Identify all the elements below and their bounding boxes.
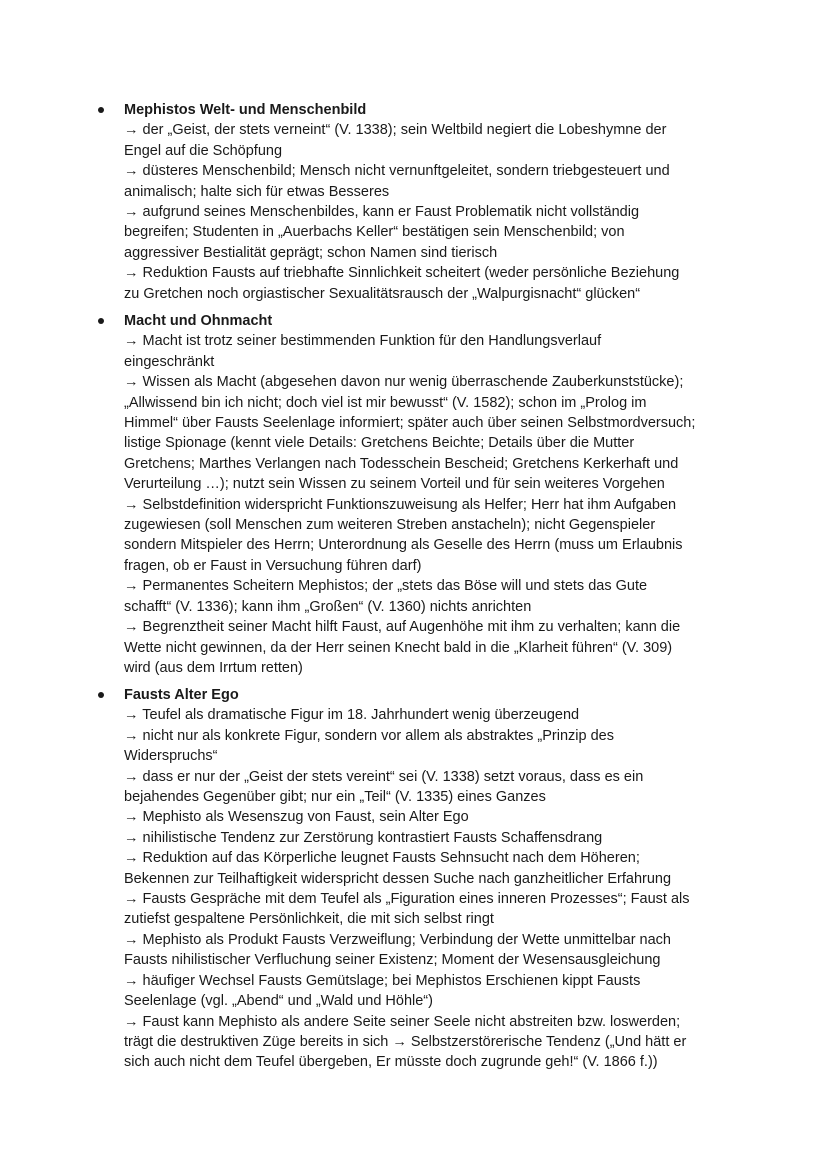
text-line: → nicht nur als konkrete Figur, sondern vor allem als abstraktes „Prinzip des xyxy=(124,727,614,744)
text-line: animalisch; halte sich für etwas Besseres xyxy=(124,183,390,200)
text-line: → Faust kann Mephisto als andere Seite seiner Seele nicht abstreiten bzw. loswerden; xyxy=(124,1013,681,1030)
text-line: Wette nicht gewinnen, da der Herr seinen Knecht bald in die „Klarheit führen“ (V. 309) xyxy=(124,639,673,656)
text-line: → Wissen als Macht (abgesehen davon nur wenig überraschende Zauberkunststücke); xyxy=(124,374,684,391)
section-macht-und-ohnmacht xyxy=(98,311,738,678)
bullet-icon xyxy=(98,692,104,698)
section-heading: Mephistos Welt- und Menschenbild xyxy=(124,102,367,118)
text-line: → nihilistische Tendenz zur Zerstörung kontrastiert Fausts Schaffensdrang xyxy=(124,829,603,846)
text-line: → Mephisto als Produkt Fausts Verzweiflung; Verbindung der Wette unmittelbar nach xyxy=(124,931,671,948)
text-line: → Macht ist trotz seiner bestimmenden Funktion für den Handlungsverlauf xyxy=(124,333,602,350)
text-line: „Allwissend bin ich nicht; doch viel ist mir bewusst“ (V. 1582); schon im „Prolog im xyxy=(124,394,647,411)
text-line: Gretchens; Marthes Verlangen nach Todesschein Bescheid; Gretchens Kerkerhaft und xyxy=(124,455,679,472)
text-line: → Selbstdefinition widerspricht Funktionszuweisung als Helfer; Herr hat ihm Aufgaben xyxy=(124,496,677,513)
text-line: sondern Mitspieler des Herrn; Unterordnung als Geselle des Herrn (muss um Erlaubnis xyxy=(124,537,683,554)
text-line: → düsteres Menschenbild; Mensch nicht vernunftgeleitet, sondern triebgesteuert und xyxy=(124,163,670,180)
section-heading: Macht und Ohnmacht xyxy=(124,313,273,329)
section-fausts-alter-ego xyxy=(98,685,738,1073)
text-line: fragen, ob er Faust in Versuchung führen darf) xyxy=(124,557,422,574)
text-line: → aufgrund seines Menschenbildes, kann er Faust Problematik nicht vollständig xyxy=(124,204,640,221)
text-line: Verurteilung …); nutzt sein Wissen zu seinem Vorteil und für sein weiteres Vorgehen xyxy=(124,476,665,493)
text-line: Fausts nihilistischer Verfluchung seiner Existenz; Moment der Wesensausgleichung xyxy=(124,952,661,969)
text-line: → Reduktion Fausts auf triebhafte Sinnlichkeit scheitert (weder persönliche Beziehung xyxy=(124,265,680,282)
section-heading: Fausts Alter Ego xyxy=(124,687,239,703)
text-line: → Permanentes Scheitern Mephistos; der „stets das Böse will und stets das Gute xyxy=(124,578,648,595)
text-line: → Reduktion auf das Körperliche leugnet Fausts Sehnsucht nach dem Höheren; xyxy=(124,850,640,867)
text-line: Bekennen zur Teilhaftigkeit widerspricht dessen Suche nach ganzheitlicher Erfahrung xyxy=(124,870,672,887)
text-line: sich auch nicht dem Teufel übergeben, Er müsste doch zugrunde geh!“ (V. 1866 f.)) xyxy=(124,1054,658,1071)
bullet-icon xyxy=(98,107,104,113)
text-line: → Fausts Gespräche mit dem Teufel als „Figuration eines inneren Prozesses“; Faust als xyxy=(124,891,690,908)
text-line: wird (aus dem Irrtum retten) xyxy=(124,659,303,676)
text-line: → der „Geist, der stets verneint“ (V. 1338); sein Weltbild negiert die Lobeshymne der xyxy=(124,122,667,139)
text-line: Engel auf die Schöpfung xyxy=(124,142,283,159)
section-mephistos-weltbild xyxy=(98,100,738,304)
text-line: zutiefst gespaltene Persönlichkeit, die mit sich selbst ringt xyxy=(124,911,494,928)
text-line: eingeschränkt xyxy=(124,353,215,370)
text-line: listige Spionage (kennt viele Details: Gretchens Beichte; Details über die Mutter xyxy=(124,435,635,452)
text-line: schafft“ (V. 1336); kann ihm „Großen“ (V. 1360) nichts anrichten xyxy=(124,598,532,615)
text-line: Himmel“ über Fausts Seelenlage informiert; später auch über seinen Selbstmordversuch; xyxy=(124,415,696,432)
text-line: → Teufel als dramatische Figur im 18. Jahrhundert wenig überzeugend xyxy=(124,707,580,724)
text-line: trägt die destruktiven Züge bereits in sich → Selbstzerstörerische Tendenz („Und hätt er xyxy=(124,1033,687,1050)
text-line: zugewiesen (soll Menschen zum weiteren Streben anstacheln); nicht Gegenspieler xyxy=(124,517,656,534)
bullet-icon xyxy=(98,318,104,324)
text-line: zu Gretchen noch orgiastischer Sexualitätsrausch der „Walpurgisnacht“ glücken“ xyxy=(124,285,641,302)
text-line: Widerspruchs“ xyxy=(124,748,218,765)
text-line: bejahendes Gegenüber gibt; nur ein „Teil“ (V. 1335) eines Ganzes xyxy=(124,789,546,806)
text-line: → häufiger Wechsel Fausts Gemütslage; bei Mephistos Erschienen kippt Fausts xyxy=(124,972,641,989)
text-line: begreifen; Studenten in „Auerbachs Keller“ bestätigen sein Menschenbild; von xyxy=(124,224,625,241)
text-line: Seelenlage (vgl. „Abend“ und „Wald und Höhle“) xyxy=(124,993,433,1010)
text-line: → Mephisto als Wesenszug von Faust, sein Alter Ego xyxy=(124,809,469,826)
text-line: → Begrenztheit seiner Macht hilft Faust, auf Augenhöhe mit ihm zu verhalten; kann die xyxy=(124,619,681,636)
text-line: aggressiver Bestialität geprägt; schon Namen sind tierisch xyxy=(124,244,498,261)
text-line: → dass er nur der „Geist der stets vereint“ sei (V. 1338) setzt voraus, dass es ein xyxy=(124,768,644,785)
